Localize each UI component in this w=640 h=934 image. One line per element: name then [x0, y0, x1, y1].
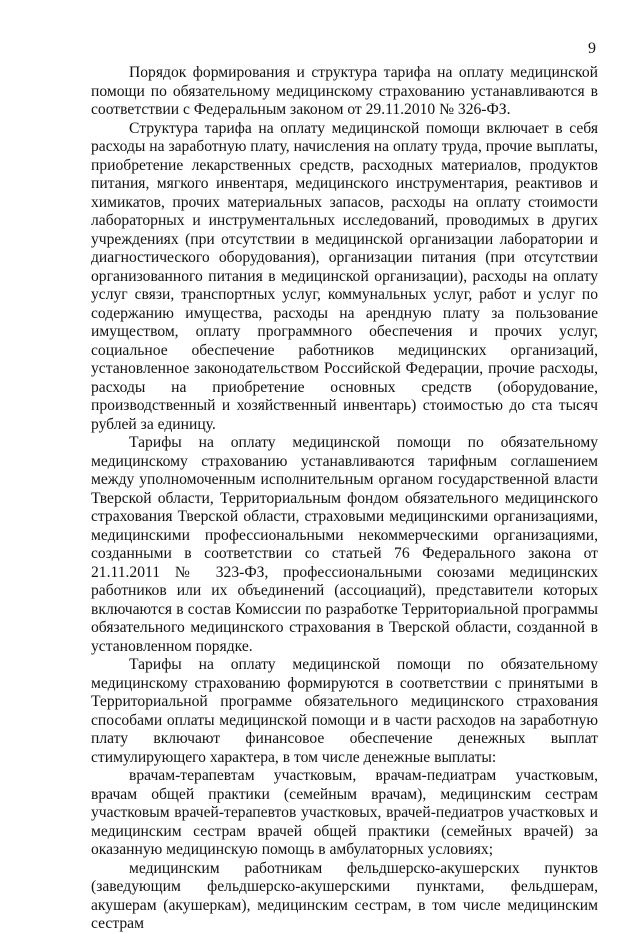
paragraph-payments-doctors: врачам-терапевтам участковым, врачам-педиатрам участковым, врачам общей практики (семейным врачам), медицинским сестрам участковым врачей-терапевтов участковых, врачей-педиатров участковых и медицинским сестрам врачей общей практики (семейных врачей) за оказанную медицинскую помощь в амбулаторных условиях;: [91, 767, 598, 858]
paragraph-tariff-structure: Структура тарифа на оплату медицинской помощи включает в себя расходы на заработную плату, начисления на оплату труда, прочие выплаты, приобретение лекарственных средств, расходных материалов, продуктов питания, мягкого инвентаря, медицинского инструментария, реактивов и химикатов, прочих материальных запасов, расходы на оплату стоимости лабораторных и инструментальных исследований, проводимых в других учреждениях (при отсутствии в медицинской организации лаборатории и диагностического оборудования), организации питания (при отсутствии организованного питания в медицинской организации), расходы на оплату услуг связи, транспортных услуг, коммунальных услуг, работ и услуг по содержанию имущества, расходы на арендную плату за пользование имуществом, оплату программного обеспечения и прочих услуг, социальное обеспечение работников медицинских организаций, установленное законодательством Российской Федерации, прочие расходы, расходы на приобретение основных средств (оборудование, производственный и хозяйственный инвентарь) стоимостью до ста тысяч рублей за единицу.: [91, 119, 598, 433]
document-body: [91, 64, 598, 934]
paragraph-tariff-formation: Тарифы на оплату медицинской помощи по обязательному медицинскому страхованию формируются в соответствии с принятыми в Территориальной программе обязательного медицинского страхования способами оплаты медицинской помощи и в части расходов на заработную плату включают финансовое обеспечение денежных выплат стимулирующего характера, в том числе денежные выплаты:: [91, 656, 598, 766]
paragraph-tariff-agreement: Тарифы на оплату медицинской помощи по обязательному медицинскому страхованию устанавливаются тарифным соглашением между уполномоченным исполнительным органом государственной власти Тверской области, Территориальным фондом обязательного медицинского страхования Тверской области, страховыми медицинскими организациями, медицинскими профессиональными некоммерческими организациями, созданными в соответствии со статьей 76 Федерального закона от 21.11.2011 № 323-ФЗ, профессиональными союзами медицинских работников или их объединений (ассоциаций), представители которых включаются в состав Комиссии по разработке Территориальной программы обязательного медицинского страхования в Тверской области, созданной в установленном порядке.: [91, 434, 598, 655]
paragraph-tariff-procedure: Порядок формирования и структура тарифа на оплату медицинской помощи по обязательному медицинскому страхованию устанавливаются в соответствии с Федеральным законом от 29.11.2010 № 326-ФЗ.: [91, 64, 598, 118]
paragraph-payments-feldsher: медицинским работникам фельдшерско-акушерских пунктов (заведующим фельдшерско-акушерскими пунктами, фельдшерам, акушерам (акушеркам), медицинским сестрам, в том числе медицинским сестрам: [91, 859, 598, 932]
page-number: 9: [588, 40, 596, 57]
